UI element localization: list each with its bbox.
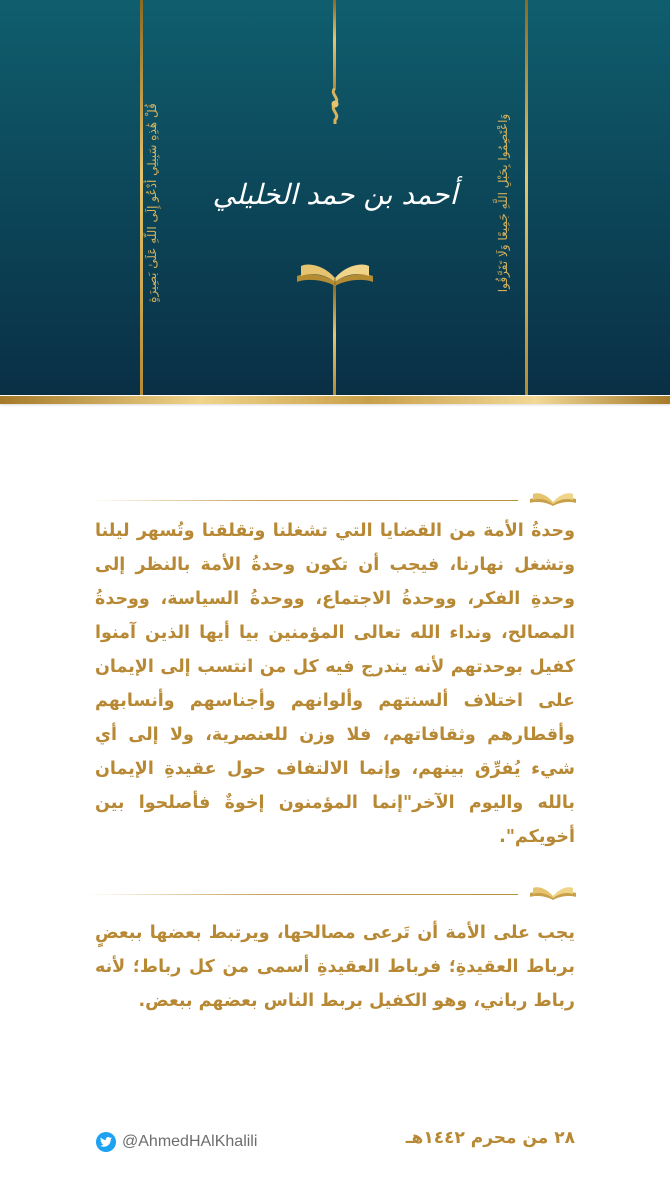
author-name: أحمد بن حمد الخليلي [212, 178, 458, 211]
small-book-icon [528, 488, 578, 506]
right-vertical-verse: وَاعْتَصِمُوا بِحَبْلِ اللَّهِ جَمِيعًا وَلَا تَفَرَّقُوا [496, 113, 510, 293]
divider-rule [88, 894, 518, 895]
open-book-icon [295, 252, 375, 286]
paragraph-2: يجب على الأمة أن تَرعى مصالحها، ويرتبط بعضها ببعضٍ برباط العقيدةِ؛ فرباط العقيدةِ أسمى من كل رباط؛ لأنه رباط رباني، وهو الكفيل بربط الناس بعضهم ببعض. [95, 923, 575, 1011]
gold-line-center-bottom [333, 285, 336, 395]
twitter-bird-icon [96, 1132, 116, 1152]
divider-rule [88, 500, 518, 501]
header-banner [0, 0, 670, 395]
knot-ornament-icon [325, 88, 345, 124]
small-book-icon [528, 882, 578, 900]
paragraph-1: وحدةُ الأمة من القضايا التي تشغلنا وتقلقنا وتُسهر ليلنا وتشغل نهارنا، فيجب أن تكون وحدةُ الأمة بالنظر إلى وحدةِ الفكر، ووحدةُ الاجتماع، ووحدةُ السياسة، ووحدةُ المصالح، ونداء الله تعالى المؤمنين بيا أيها الذين آمنوا كفيل بوحدتهم لأنه يندرج فيه كل من انتسب إلى الإيمان على اختلاف ألسنتهم وألوانهم وأجناسهم وأنسابهم وأقطارهم وثقافاتهم، فلا وزن للعنصرية، ولا إلى أي شيء يُفرِّق بينهم، وإنما الالتفاف حول عقيدةِ الإيمان بالله واليوم الآخر"إنما المؤمنون إخوةٌ فأصلحوا بين أخويكم". [95, 521, 575, 847]
hijri-date: ٢٨ من محرم ١٤٤٢هـ [405, 1128, 575, 1148]
left-vertical-verse: قُلْ هَٰذِهِ سَبِيلِي أَدْعُو إِلَى اللَّهِ عَلَىٰ بَصِيرَةٍ [145, 103, 159, 303]
twitter-handle-text: @AhmedHAlKhalili [122, 1133, 258, 1150]
gold-separator-bar [0, 396, 670, 404]
section-divider-top [88, 488, 578, 504]
section-divider-middle [88, 882, 578, 898]
gold-line-center-top [333, 0, 336, 88]
twitter-handle-link[interactable] [96, 1130, 257, 1154]
